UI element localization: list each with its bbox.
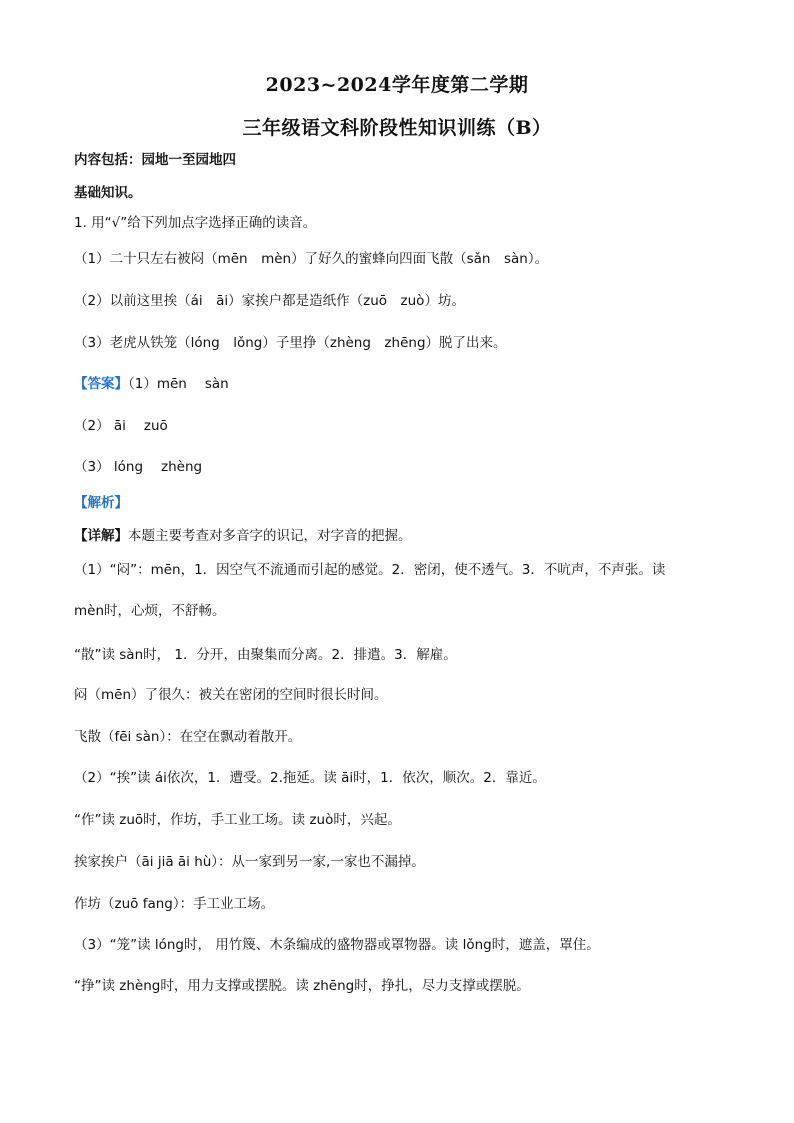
answer-item-1b: sàn bbox=[204, 376, 229, 392]
answer-line-2 bbox=[74, 417, 724, 435]
analysis-line-9: 作坊（zuō fang）：手工业工场。 bbox=[74, 896, 275, 912]
answer-item-3b: zhèng bbox=[161, 459, 203, 475]
analysis-line-6: （2）“挨”读 ái依次，1．遭受。2.拖延。读 āi时，1．依次，顺次。2．靠近。 bbox=[74, 770, 546, 786]
analysis-line-5: 飞散（fēi sàn）：在空在飘动着散开。 bbox=[74, 729, 302, 745]
question-item-2: （2）以前这里挨（ái āi）家挨户都是造纸作（zuō zuò）坊。 bbox=[74, 293, 465, 309]
analysis-line-11: “挣”读 zhèng时，用力支撑或摆脱。读 zhēng时，挣扎，尽力支撑或摆脱。 bbox=[74, 978, 530, 994]
answer-item-1a: （1）mēn bbox=[128, 376, 187, 392]
answer-item-3a: （3） lóng bbox=[74, 459, 144, 475]
document-subtitle: 三年级语文科阶段性知识训练（B） bbox=[242, 117, 552, 139]
detail-text: 本题主要考查对多音字的识记，对字音的把握。 bbox=[128, 528, 412, 544]
question-item-3: （3）老虎从铁笼（lóng lǒng）子里挣（zhèng zhēng）脱了出来。 bbox=[74, 335, 507, 351]
detail-label: 【详解】 bbox=[74, 528, 128, 544]
analysis-detail bbox=[74, 527, 724, 545]
content-scope: 内容包括：园地一至园地四 bbox=[74, 152, 236, 168]
answer-item-2a: （2） āi bbox=[74, 418, 126, 434]
analysis-line-4: 闷（mēn）了很久：被关在密闭的空间时很长时间。 bbox=[74, 687, 388, 703]
analysis-line-2: mèn时，心烦，不舒畅。 bbox=[74, 603, 226, 619]
question-item-1: （1）二十只左右被闷（mēn mèn）了好久的蜜蜂向四面飞散（sǎn sàn）。 bbox=[74, 251, 549, 267]
answer-label: 【答案】 bbox=[74, 376, 128, 392]
answer-item-2b: zuō bbox=[143, 418, 168, 434]
analysis-label: 【解析】 bbox=[74, 495, 128, 511]
analysis-line-7: “作”读 zuō时，作坊，手工业工场。读 zuò时，兴起。 bbox=[74, 812, 401, 828]
analysis-line-1: （1）“闷”：mēn，1．因空气不流通而引起的感觉。2．密闭，使不透气。3．不吭声，不声张。读 bbox=[74, 562, 666, 578]
answer-line-3 bbox=[74, 458, 724, 476]
analysis-line-3: “散”读 sàn时， 1．分开，由聚集而分离。2．排遣。3．解雇。 bbox=[74, 647, 457, 663]
section-heading: 基础知识。 bbox=[74, 185, 142, 201]
document-title: 2023~2024学年度第二学期 bbox=[265, 74, 529, 96]
answer-line-1 bbox=[74, 375, 724, 393]
analysis-line-8: 挨家挨户（āi jiā āi hù）：从一家到另一家,一家也不漏掉。 bbox=[74, 854, 425, 870]
question-prompt: 1. 用“√”给下列加点字选择正确的读音。 bbox=[74, 215, 317, 231]
analysis-line-10: （3）“笼”读 lóng时， 用竹篾、木条编成的盛物器或罩物器。读 lǒng时，遮盖，罩住。 bbox=[74, 937, 600, 953]
